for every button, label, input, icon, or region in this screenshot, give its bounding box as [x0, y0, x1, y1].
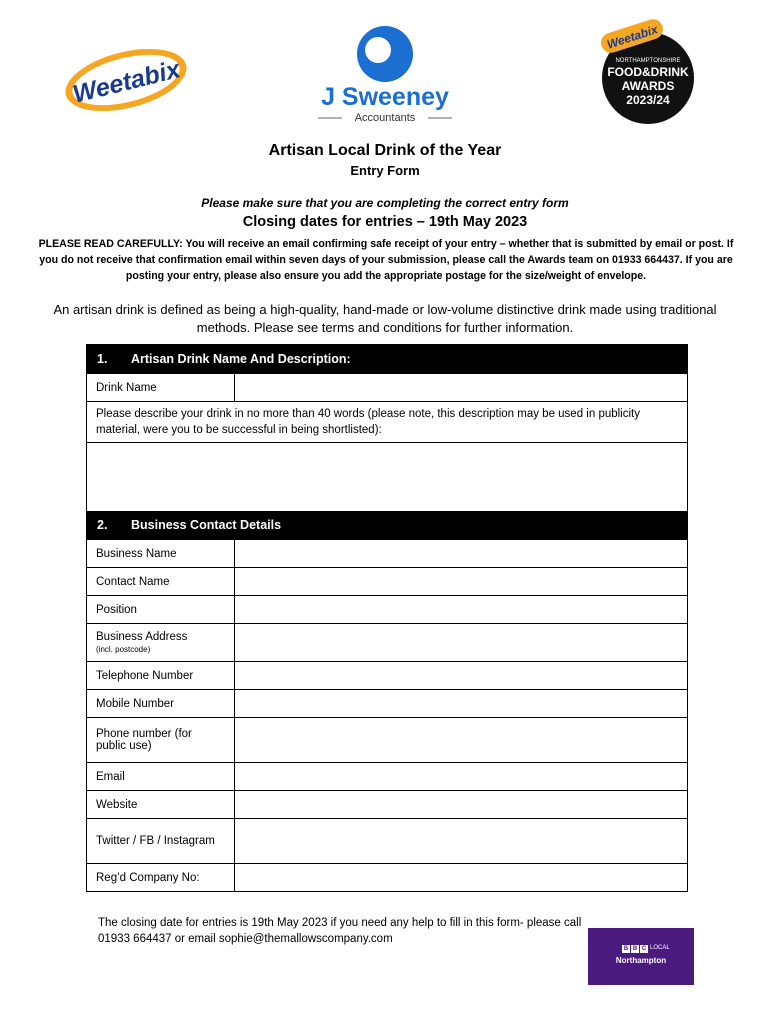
svg-text:2023/24: 2023/24: [626, 93, 670, 107]
contact-label-text: Website: [96, 798, 138, 811]
section-1-title: Artisan Drink Name And Description:: [131, 352, 351, 366]
description-label: Please describe your drink in no more than 40 words (please note, this description may be used in publicity material, were you to be successful in being shortlisted):: [87, 401, 687, 442]
svg-text:J Sweeney: J Sweeney: [321, 83, 449, 111]
svg-text:AWARDS: AWARDS: [621, 79, 675, 93]
section-2-number: 2.: [97, 518, 108, 532]
bbc-letter: B: [623, 946, 629, 952]
contact-label-text: Phone number (for public use): [96, 728, 192, 752]
contact-row-label: [87, 690, 235, 717]
form-reminder: Please make sure that you are completing the correct entry form: [201, 196, 569, 210]
read-carefully-notice: PLEASE READ CAREFULLY: You will receive an email confirming safe receipt of your entry – whether that is submitted by email or post. If you do not receive that confirmation email within seven days of your submission, please call the Awards team on 01933 664437. If you are posting your entry, please also ensure you add the appropriate postage for the size/weight of envelope.: [38, 238, 734, 282]
entry-form-table: [86, 344, 688, 892]
contact-label-text: Twitter / FB / Instagram: [96, 835, 215, 847]
svg-text:Weetabix: Weetabix: [605, 22, 660, 52]
contact-row: [87, 689, 687, 717]
contact-label-text: Email: [96, 770, 125, 783]
contact-row-field[interactable]: [235, 624, 687, 661]
section-1-header: [87, 345, 687, 373]
footer-help-text: The closing date for entries is 19th May 2023 if you need any help to fill in this form- please call 01933 664437 or email sophie@themallowscompany.com: [98, 917, 582, 945]
contact-label-text: Position: [96, 603, 137, 616]
food-drink-awards-logo: [592, 18, 704, 128]
contact-row: [87, 762, 687, 790]
bbc-letters: [622, 945, 648, 953]
form-subtitle: Entry Form: [350, 163, 420, 178]
bbc-letter: B: [632, 946, 638, 952]
contact-row-label: [87, 662, 235, 689]
contact-row-field[interactable]: [235, 791, 687, 818]
contact-label-text: Business Name: [96, 547, 177, 560]
contact-row: [87, 818, 687, 863]
bbc-radio-northampton-logo: [588, 928, 694, 985]
contact-row-field[interactable]: [235, 568, 687, 595]
contact-row: [87, 661, 687, 689]
contact-row-label: [87, 763, 235, 790]
j-sweeney-logo: [300, 20, 470, 124]
contact-label-sub: (incl. postcode): [96, 645, 151, 654]
contact-label-text: Contact Name: [96, 575, 170, 588]
contact-row-field[interactable]: [235, 763, 687, 790]
contact-row-field[interactable]: [235, 596, 687, 623]
contact-row: [87, 623, 687, 661]
artisan-definition: An artisan drink is defined as being a high-quality, hand-made or low-volume distinctive drink made using traditional methods. Please see terms and conditions for further information.: [53, 302, 717, 335]
contact-row-field[interactable]: [235, 819, 687, 863]
bbc-letter: C: [641, 946, 647, 952]
weetabix-logo: [60, 40, 192, 114]
svg-text:Accountants: Accountants: [354, 112, 416, 124]
svg-text:FOOD&DRINK: FOOD&DRINK: [607, 65, 689, 79]
contact-row-label: [87, 568, 235, 595]
contact-row-label: [87, 718, 235, 762]
contact-label-text: Telephone Number: [96, 669, 194, 682]
bbc-place-label: Northampton: [615, 956, 667, 965]
contact-row: [87, 717, 687, 762]
svg-text:NORTHAMPTONSHIRE: NORTHAMPTONSHIRE: [615, 58, 681, 64]
form-title: Artisan Local Drink of the Year: [268, 142, 502, 159]
contact-row: [87, 567, 687, 595]
contact-label-text: Business Address: [96, 631, 188, 643]
description-field[interactable]: [87, 442, 687, 511]
contact-rows: [87, 539, 687, 891]
svg-text:Weetabix: Weetabix: [70, 55, 183, 109]
contact-row-label: [87, 791, 235, 818]
contact-label-text: Reg’d Company No:: [96, 871, 200, 884]
bbc-local-label: LOCAL: [650, 945, 670, 951]
drink-name-row: [87, 373, 687, 401]
contact-row-label: [87, 864, 235, 891]
contact-row: [87, 863, 687, 891]
contact-row-field[interactable]: [235, 864, 687, 891]
contact-row-label: [87, 540, 235, 567]
contact-row-label: [87, 819, 235, 863]
contact-row-field[interactable]: [235, 690, 687, 717]
contact-row: [87, 539, 687, 567]
contact-row-field[interactable]: [235, 718, 687, 762]
drink-name-field[interactable]: [235, 374, 687, 401]
section-2-header: [87, 511, 687, 539]
contact-row: [87, 790, 687, 818]
contact-row-label: [87, 624, 235, 661]
contact-row-field[interactable]: [235, 662, 687, 689]
contact-row-field[interactable]: [235, 540, 687, 567]
section-2-title: Business Contact Details: [131, 518, 282, 532]
closing-date-heading: Closing dates for entries – 19th May 2023: [242, 214, 528, 230]
section-1-number: 1.: [97, 352, 108, 366]
contact-label-text: Mobile Number: [96, 697, 174, 710]
contact-row-label: [87, 596, 235, 623]
contact-row: [87, 595, 687, 623]
drink-name-label: Drink Name: [87, 374, 235, 401]
